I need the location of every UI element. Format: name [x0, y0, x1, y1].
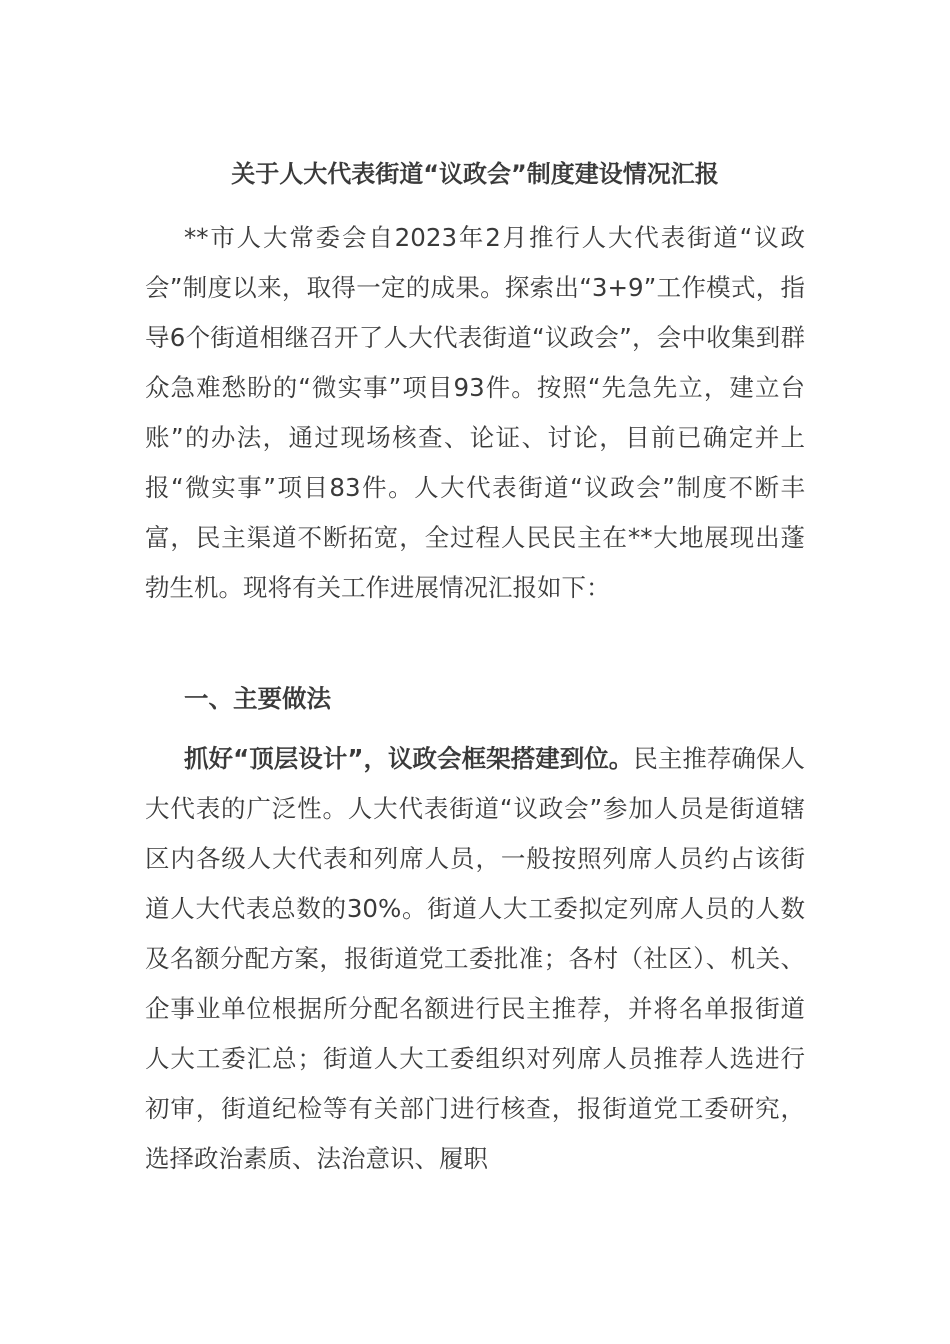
- intro-paragraph: **市人大常委会自2023年2月推行人大代表街道“议政会”制度以来，取得一定的成果。探索出“3+9”工作模式，指导6个街道相继召开了人大代表街道“议政会”，会中收集到群众急难愁盼的“微实事”项目93件。按照“先急先立，建立台账”的办法，通过现场核查、论证、讨论，目前已确定并上报“微实事”项目83件。人大代表街道“议政会”制度不断丰富，民主渠道不断拓宽，全过程人民民主在**大地展现出蓬勃生机。现将有关工作进展情况汇报如下：: [145, 223, 805, 602]
- section-heading: 一、主要做法: [184, 684, 331, 713]
- paragraph-lead-sentence: 抓好“顶层设计”，议政会框架搭建到位。: [184, 744, 634, 773]
- paragraph-body-text: 民主推荐确保人大代表的广泛性。人大代表街道“议政会”参加人员是街道辖区内各级人大代表和列席人员，一般按照列席人员约占该街道人大代表总数的30%。街道人大工委拟定列席人员的人数及名额分配方案，报街道党工委批准；各村（社区）、机关、企事业单位根据所分配名额进行民主推荐，并将名单报街道人大工委汇总；街道人大工委组织对列席人员推荐人选进行初审，街道纪检等有关部门进行核查，报街道党工委研究，选择政治素质、法治意识、履职: [145, 744, 806, 1173]
- document-title: 关于人大代表街道“议政会”制度建设情况汇报: [231, 160, 719, 188]
- section-paragraph: [145, 734, 805, 1184]
